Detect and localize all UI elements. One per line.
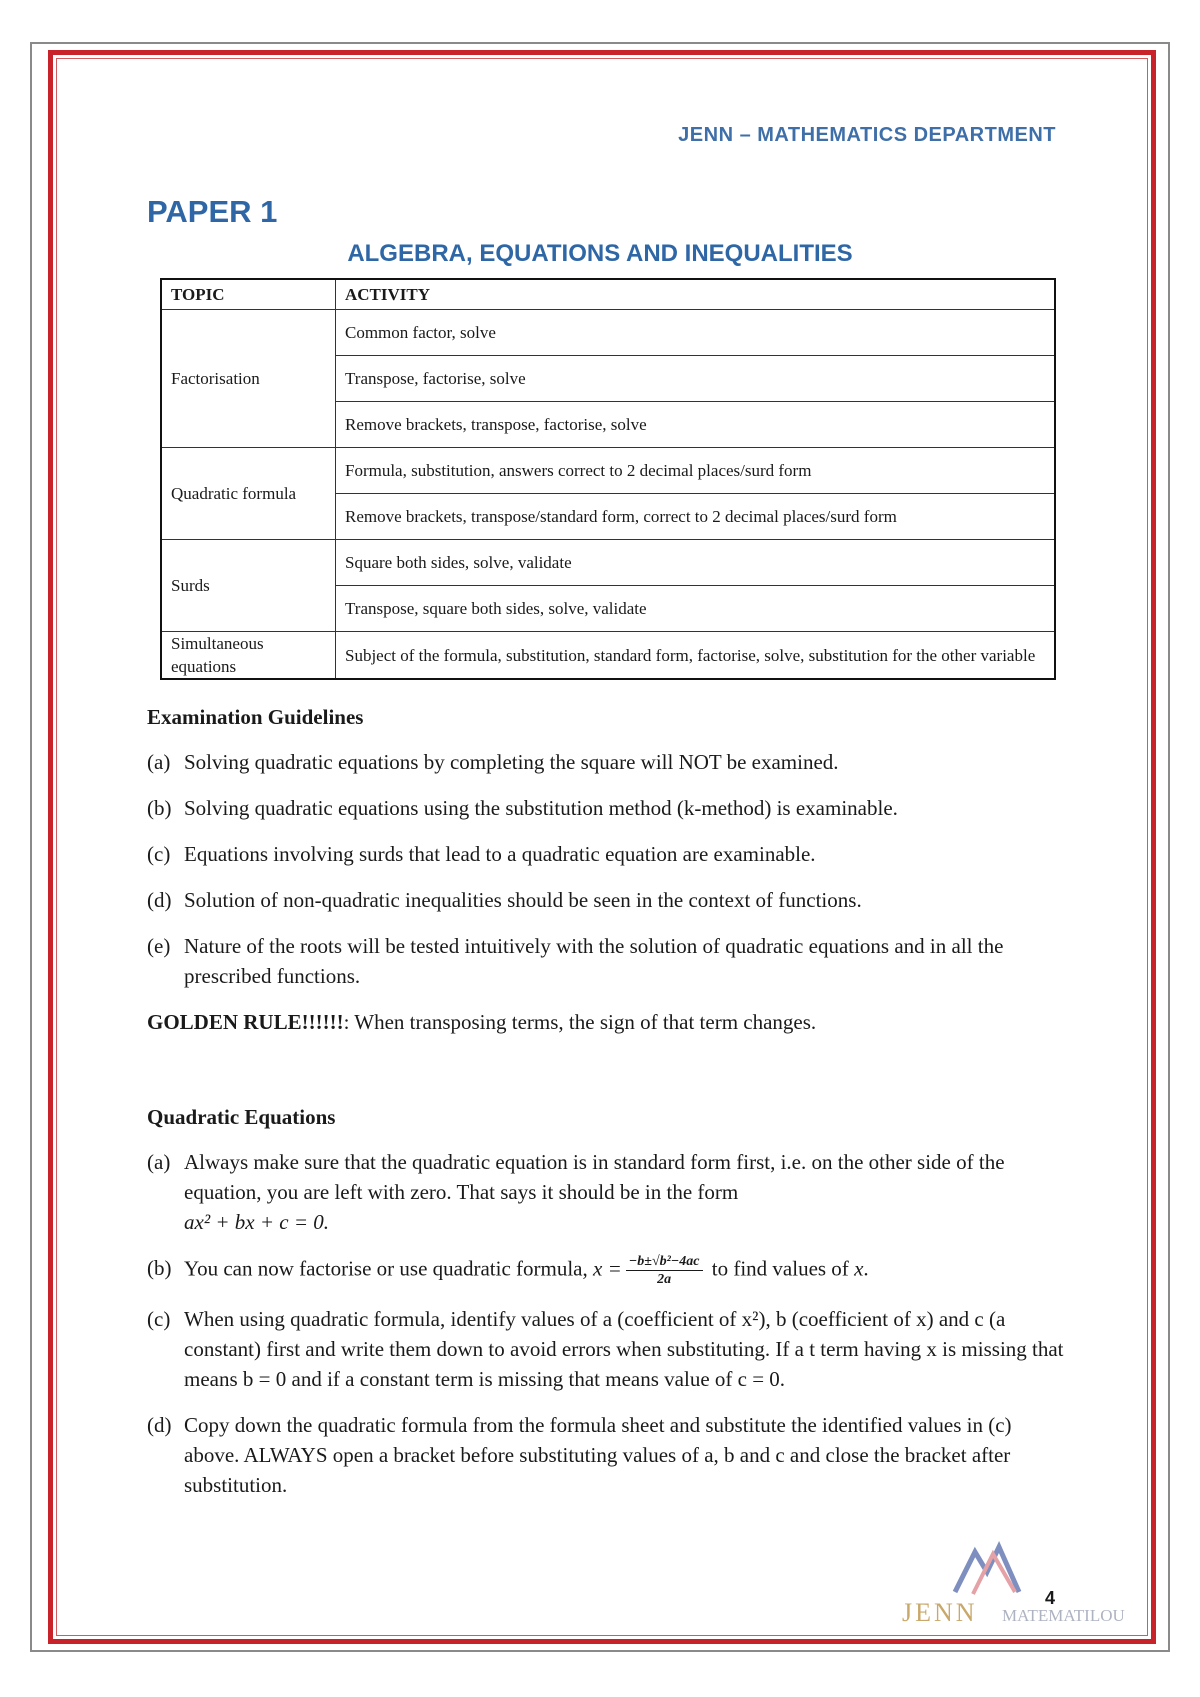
list-item	[147, 1304, 1067, 1394]
item-label: (d)	[147, 888, 172, 912]
item-label: (c)	[147, 1307, 171, 1331]
item-label: (e)	[147, 934, 171, 958]
activity-cell: Transpose, square both sides, solve, validate	[336, 586, 1056, 632]
item-text: Copy down the quadratic formula from the formula sheet and substitute the identified values in (c) above. ALWAYS open a bracket before substituting values of a, b and c and close the bracket after substitution.	[184, 1413, 1012, 1497]
activity-cell: Formula, substitution, answers correct to 2 decimal places/surd form	[336, 448, 1056, 494]
column-header-activity: ACTIVITY	[336, 279, 1056, 310]
guidelines-heading: Examination Guidelines	[147, 705, 364, 729]
item-label: (b)	[147, 1256, 172, 1280]
golden-rule-label: GOLDEN RULE!!!!!!	[147, 1010, 344, 1034]
item-text: Equations involving surds that lead to a quadratic equation are examinable.	[184, 842, 816, 866]
quadratic-equations-section	[147, 1102, 1067, 1516]
item-text: Solving quadratic equations by completing the square will NOT be examined.	[184, 750, 839, 774]
table-header-row	[161, 279, 1055, 310]
activity-cell: Subject of the formula, substitution, standard form, factorise, solve, substitution for the other variable	[336, 632, 1056, 680]
examination-guidelines	[147, 702, 1067, 1037]
item-text-end: .	[863, 1256, 869, 1281]
activity-cell: Remove brackets, transpose, factorise, solve	[336, 402, 1056, 448]
page-number: 4	[1045, 1588, 1056, 1608]
golden-rule	[147, 1007, 1067, 1037]
table-row	[161, 540, 1055, 586]
logo-text-secondary: MATEMATILOU	[1002, 1606, 1125, 1625]
item-label: (b)	[147, 796, 172, 820]
topic-cell: Surds	[161, 540, 336, 632]
list-item	[147, 1147, 1067, 1237]
item-text: You can now factorise or use quadratic formula,	[184, 1256, 593, 1281]
quadratic-equations-heading: Quadratic Equations	[147, 1105, 336, 1129]
list-item	[147, 793, 1067, 823]
activity-cell: Common factor, solve	[336, 310, 1056, 356]
formula-denominator: 2a	[657, 1272, 672, 1287]
logo-text: JENN	[902, 1598, 978, 1627]
item-label: (d)	[147, 1413, 172, 1437]
list-item	[147, 839, 1067, 869]
table-row	[161, 632, 1055, 680]
section-title: ALGEBRA, EQUATIONS AND INEQUALITIES	[347, 240, 853, 267]
table-row	[161, 310, 1055, 356]
quadratic-formula-fraction	[626, 1253, 703, 1288]
table-row	[161, 448, 1055, 494]
golden-rule-text: : When transposing terms, the sign of that term changes.	[343, 1010, 817, 1034]
list-item	[147, 885, 1067, 915]
topics-table	[160, 278, 1056, 680]
paper-title: PAPER 1	[147, 194, 278, 229]
topic-cell: Quadratic formula	[161, 448, 336, 540]
activity-cell: Square both sides, solve, validate	[336, 540, 1056, 586]
item-text-after: to find values of	[706, 1256, 855, 1281]
topic-cell: Factorisation	[161, 310, 336, 448]
variable-x: x	[854, 1256, 864, 1281]
standard-form-equation: ax² + bx + c = 0.	[184, 1210, 330, 1234]
item-label: (a)	[147, 1150, 171, 1174]
item-label: (c)	[147, 842, 171, 866]
department-header: JENN – MATHEMATICS DEPARTMENT	[678, 124, 1056, 146]
formula-lhs: x =	[593, 1256, 622, 1281]
formula-numerator: −b±√b²−4ac	[626, 1253, 703, 1271]
item-text: Solution of non-quadratic inequalities should be seen in the context of functions.	[184, 888, 862, 912]
topic-cell: Simultaneous equations	[161, 632, 336, 680]
list-item	[147, 747, 1067, 777]
item-label: (a)	[147, 750, 171, 774]
column-header-topic: TOPIC	[161, 279, 336, 310]
item-text: Solving quadratic equations using the substitution method (k-method) is examinable.	[184, 796, 898, 820]
list-item	[147, 1410, 1067, 1500]
item-text: When using quadratic formula, identify values of a (coefficient of x²), b (coefficient of x) and c (a constant) first and write them down to avoid errors when substituting. If a t term having x is missing that means b = 0 and if a constant term is missing that means value of c = 0.	[184, 1307, 1064, 1391]
item-text: Nature of the roots will be tested intuitively with the solution of quadratic equations and in all the prescribed functions.	[184, 934, 1004, 988]
item-text: Always make sure that the quadratic equation is in standard form first, i.e. on the other side of the equation, you are left with zero. That says it should be in the form	[184, 1150, 1005, 1204]
activity-cell: Transpose, factorise, solve	[336, 356, 1056, 402]
list-item	[147, 1253, 1067, 1288]
list-item	[147, 931, 1067, 991]
activity-cell: Remove brackets, transpose/standard form, correct to 2 decimal places/surd form	[336, 494, 1056, 540]
